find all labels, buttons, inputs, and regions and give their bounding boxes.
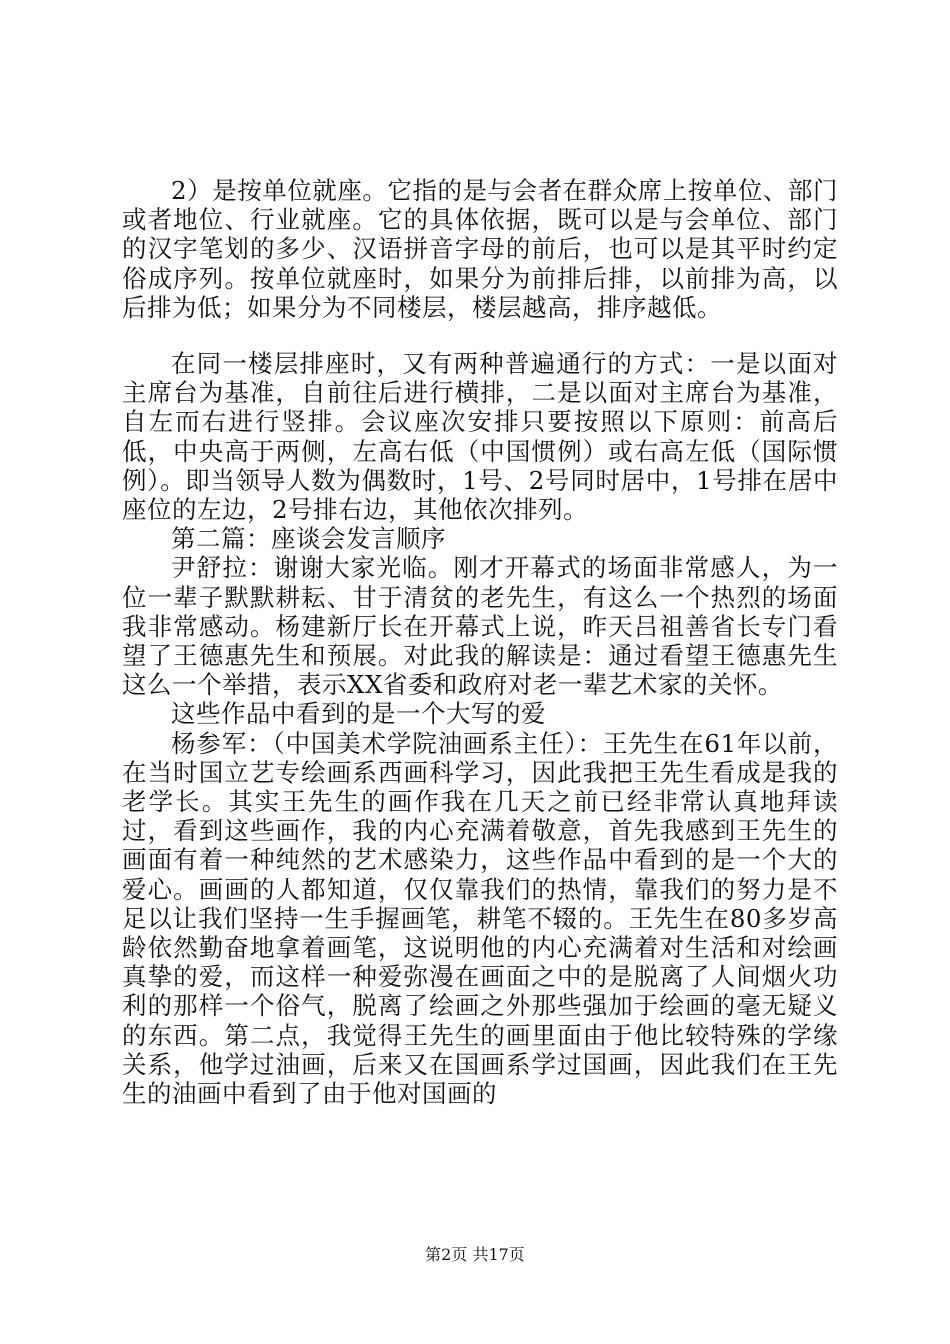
subheading: 这些作品中看到的是一个大写的爱 <box>171 699 546 729</box>
paragraph-gap <box>122 322 838 349</box>
paragraph-seating-by-unit: 2）是按单位就座。它指的是与会者在群众席上按单位、部门或者地位、行业就座。它的具体依据，既可以是与会单位、部门的汉字笔划的多少、汉语拼音字母的前后，也可以是其平时约定俗成序列。按单位就座时，如果分为前排后排，以前排为高，以后排为低；如果分为不同楼层，楼层越高，排序越低。 <box>122 176 838 322</box>
document-body <box>122 176 838 1108</box>
section-heading: 第二篇：座谈会发言顺序 <box>171 524 446 554</box>
page-footer: 第2页 共17页 <box>425 1245 525 1264</box>
paragraph-same-floor-seating: 在同一楼层排座时，又有两种普遍通行的方式：一是以面对主席台为基准，自前往后进行横排，二是以面对主席台为基准，自左而右进行竖排。会议座次安排只要按照以下原则：前高后低，中央高于两侧，左高右低（中国惯例）或右高左低（国际惯例）。即当领导人数为偶数时，1号、2号同时居中，1号排在居中座位的左边，2号排右边，其他依次排列。 <box>122 349 838 525</box>
paragraph-yin-shula: 尹舒拉：谢谢大家光临。刚才开幕式的场面非常感人，为一位一辈子默默耕耘、甘于清贫的老先生，有这么一个热烈的场面我非常感动。杨建新厅长在开幕式上说，昨天吕祖善省长专门看望了王德惠先生和预展。对此我的解读是：通过看望王德惠先生这么一个举措，表示XX省委和政府对老一辈艺术家的关怀。 <box>122 553 838 700</box>
paragraph-yang-canjun: 杨参军：（中国美术学院油画系主任）：王先生在61年以前，在当时国立艺专绘画系西画科学习，因此我把王先生看成是我的老学长。其实王先生的画作我在几天之前已经非常认真地拜读过，看到这些画作，我的内心充满着敬意，首先我感到王先生的画面有着一种纯然的艺术感染力，这些作品中看到的是一个大的爱心。画画的人都知道，仅仅靠我们的热情，靠我们的努力是不足以让我们坚持一生手握画笔，耕笔不辍的。王先生在80多岁高龄依然勤奋地拿着画笔，这说明他的内心充满着对生活和对绘画真挚的爱，而这样一种爱弥漫在画面之中的是脱离了人间烟火功利的那样一个俗气，脱离了绘画之外那些强加于绘画的毫无疑义的东西。第二点，我觉得王先生的画里面由于他比较特殊的学缘关系，他学过油画，后来又在国画系学过国画，因此我们在王先生的油画中看到了由于他对国画的 <box>122 728 838 1109</box>
